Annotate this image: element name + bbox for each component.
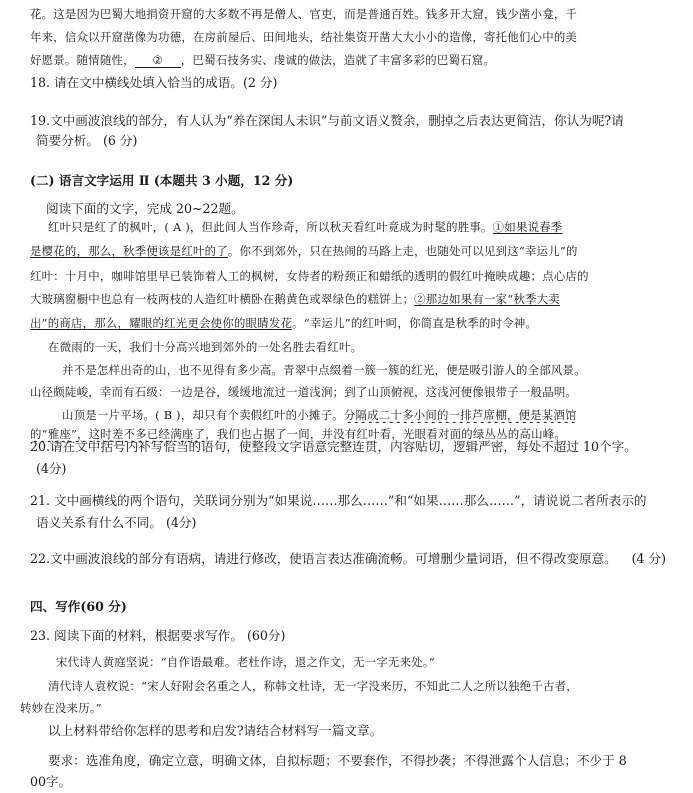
section-heading-writing: 四、写作(60 分) (30, 599, 127, 614)
question-22 (30, 548, 666, 567)
passage-line: 花。这是因为巴蜀大地捐资开窟的大多数不再是僧人、官吏，而是普通百姓。钱多开大窟，钱少凿小龛，千 (30, 7, 578, 21)
question-22-score: (4 分) (631, 551, 666, 566)
writing-requirements-line: 要求：选准角度，确定立意，明确文体，自拟标题；不要套作，不得抄袭；不得泄露个人信息；不少于 8 (48, 753, 627, 768)
question-21-line: 21. 文中画横线的两个语句，关联词分别为“如果说……那么……”和“如果……那么……”，请说说二者所表示的 (30, 493, 647, 508)
question-20-line: 20.请在文中括号内补写恰当的语句，使整段文字语意完整连贯，内容贴切，逻辑严密，每处不超过 10个字。 (30, 439, 637, 454)
question-21-line: 语义关系有什么不同。 (4分) (36, 515, 197, 530)
question-18: 18. 请在文中横线处填入恰当的成语。(2 分) (30, 75, 278, 90)
material-quote-2-line: 清代诗人袁枚说：“宋人好附会名重之人，称韩文杜诗，无一字没来历，不知此二人之所以独绝千古者， (48, 679, 578, 693)
material-quote-1: 宋代诗人黄庭坚说：“自作语最难。老杜作诗，退之作文，无一字无来处。” (56, 655, 435, 669)
passage-line (30, 52, 666, 68)
passage-line (62, 407, 666, 423)
section-heading-language-use: (二) 语言文字运用 Ⅱ (本题共 3 小题，12 分) (30, 173, 294, 188)
passage-line (30, 243, 666, 259)
question-22-text: 22.文中画波浪线的部分有语病，请进行修改，使语言表达准确流畅。可增删少量词语，但不得改变原意。 (30, 551, 617, 566)
passage-line: 红叶：十月中，咖啡馆里早已装饰着人工的枫树，女侍者的粉颈正和蜡纸的透明的假红叶掩映成趣；点心店的 (30, 269, 589, 283)
material-quote-2-line: 转妙在没来历。” (20, 701, 102, 715)
passage-text: 红叶只是红了的枫叶，( A )，但此间人当作珍奇，所以秋天看红叶竟成为时髦的胜事。 (48, 220, 493, 234)
wavy-underlined-sentence: 分隔成二十多小间的一排芦席棚，便是某酒馆 (343, 408, 577, 422)
question-20-line: (4分) (36, 461, 67, 476)
writing-prompt: 以上材料带给你怎样的思考和启发?请结合材料写一篇文章。 (48, 723, 383, 738)
passage-text: ，巴蜀石技务实、虔诚的做法，造就了丰富多彩的巴蜀石窟。 (180, 53, 496, 67)
reading-instruction: 阅读下面的文字，完成 20~22题。 (46, 201, 244, 216)
question-19-line: 简要分析。 (6 分) (36, 133, 138, 148)
underlined-sentence-2: 出”的商店，那么，耀眼的红光更会使你的眼睛发花 (30, 316, 293, 330)
passage-text: 。“幸运儿”的红叶呵，你简直是秋季的时令神。 (292, 316, 538, 330)
question-19-line: 19.文中画波浪线的部分，有人认为“养在深闺人未识”与前文语义赘余，删掉之后表达更简洁，你认为呢?请 (30, 113, 624, 128)
passage-line (30, 315, 666, 331)
writing-requirements-line: 00字。 (30, 774, 72, 789)
passage-line (30, 291, 666, 307)
underlined-sentence-1: ①如果说春季 (492, 220, 563, 234)
passage-line: 山径颇陡峻，幸而有石级：一边是谷，缓缓地流过一道浅涧；到了山顶俯视，这浅河便像银带子一般晶明。 (30, 385, 578, 399)
passage-text: ，我们也占据了一间，并没有红叶看，光眼看对面的绿丛丛的高山峰。 (205, 427, 566, 441)
passage-line: 并不是怎样出奇的山，也不见得有多少高。青翠中点缀着一簇一簇的红光，便是吸引游人的全部风景。 (62, 363, 586, 377)
passage-text: 好愿景。随情随性， (30, 53, 135, 67)
passage-line (48, 219, 666, 235)
passage-text: 山顶是一片平场。( B )，却只有个卖假红叶的小摊子。 (62, 408, 344, 422)
passage-text: 。你不到郊外，只在热闹的马路上走，也随处可以见到这“幸运儿”的 (227, 244, 578, 258)
question-23: 23. 阅读下面的材料，根据要求写作。 (60分) (30, 628, 286, 643)
answer-blank-2: ② (135, 53, 181, 68)
passage-line: 年来，信众以开窟凿像为功德，在房前屋后、田间地头，结社集资开凿大大小小的造像，寄托他们心中的美 (30, 30, 578, 44)
underlined-sentence-2: ②那边如果有一家“秋季大卖 (414, 292, 560, 306)
underlined-sentence-1: 是樱花的，那么，秋季便该是红叶的了 (30, 244, 228, 258)
passage-line: 在微雨的一天，我们十分高兴地到郊外的一处名胜去看红叶。 (48, 340, 363, 354)
passage-text: 大玻璃窗橱中也总有一枝两枝的人造红叶横卧在鹅黄色或翠绿色的糕饼上； (30, 292, 415, 306)
wavy-underlined-sentence: 的“雅座”，这时差不多已经满座了 (30, 427, 206, 441)
